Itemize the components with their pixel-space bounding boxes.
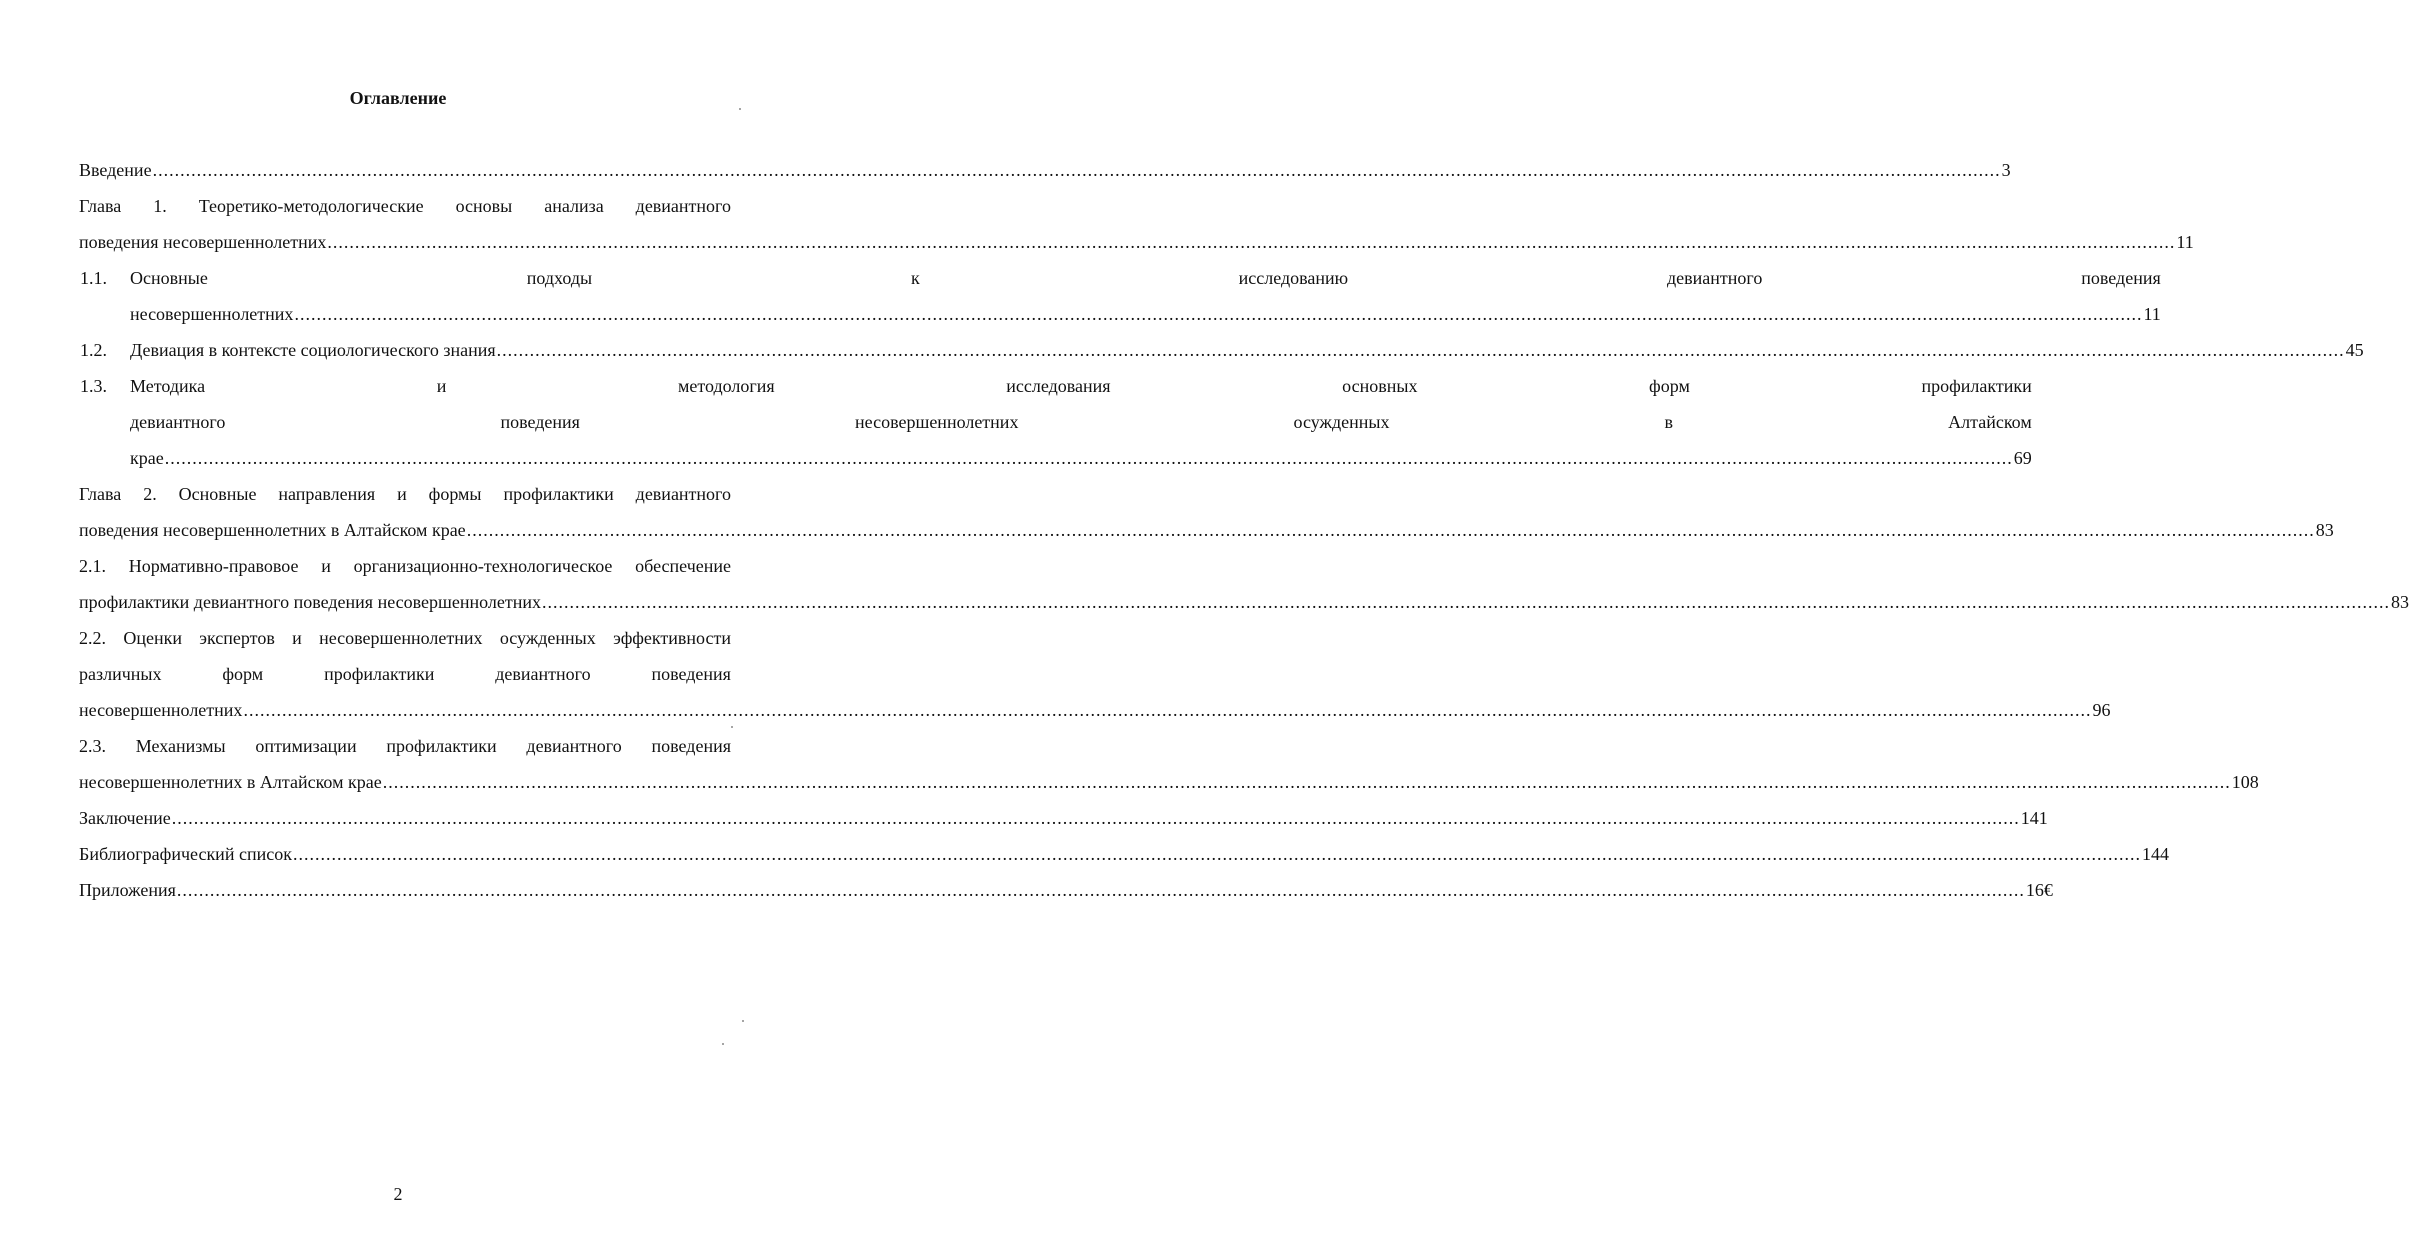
toc-page-number: 69 xyxy=(2013,448,2032,468)
dot-leader xyxy=(294,296,2142,332)
section-number: 1.3. xyxy=(80,376,107,396)
dot-leader xyxy=(243,692,2091,728)
toc-entry-chapter-2[interactable] xyxy=(79,476,2334,548)
toc-word: Механизмы xyxy=(135,736,226,756)
toc-word: оптимизации xyxy=(255,736,357,756)
toc-entry-label: несовершеннолетних в Алтайском крае xyxy=(79,772,382,792)
toc-word: профилактики xyxy=(324,664,435,684)
toc-word: 1. xyxy=(153,196,167,216)
toc-word: поведения xyxy=(651,664,731,684)
toc-word: профилактики xyxy=(386,736,497,756)
toc-entry-label: Введение xyxy=(79,160,152,180)
toc-entry-bibliography[interactable] xyxy=(79,836,2169,872)
toc-entry-section-1-2[interactable] xyxy=(80,332,2364,368)
toc-page-number: 96 xyxy=(2092,700,2111,720)
toc-word: к xyxy=(910,268,920,288)
toc-entry-section-2-3[interactable] xyxy=(79,728,2259,800)
toc-entry-chapter-1[interactable] xyxy=(79,188,2194,260)
scan-speck xyxy=(731,726,733,728)
toc-entry-label: Девиация в контексте социологического знания xyxy=(130,340,496,360)
toc-entry-label: крае xyxy=(130,448,164,468)
page-number: 2 xyxy=(393,1184,403,1204)
toc-page-number: 16€ xyxy=(2025,880,2053,900)
dot-leader xyxy=(327,224,2175,260)
toc-entry-label: несовершеннолетних xyxy=(130,304,294,324)
toc-entry-section-2-1[interactable] xyxy=(79,548,2409,620)
dot-leader xyxy=(177,872,2025,908)
toc-word: исследованию xyxy=(1238,268,1349,288)
toc-entry-label: поведения несовершеннолетних xyxy=(79,232,327,252)
toc-entry-label: Библиографический список xyxy=(79,844,292,864)
dot-leader xyxy=(497,332,2345,368)
dot-leader xyxy=(153,152,2001,188)
toc-entry-section-1-1[interactable] xyxy=(80,260,2161,332)
toc-page-number: 141 xyxy=(2020,808,2048,828)
dot-leader xyxy=(165,440,2013,476)
toc-word: девиантного xyxy=(495,664,591,684)
dot-leader xyxy=(542,584,2390,620)
toc-entry-label: 2.2. Оценки экспертов и несовершеннолетних осужденных эффективности xyxy=(79,628,731,648)
toc-entry-label: 2.1. Нормативно-правовое и организационно-технологическое обеспечение xyxy=(79,556,731,576)
toc-entry-section-2-2[interactable] xyxy=(79,620,2111,728)
toc-word: девиантного xyxy=(526,736,622,756)
toc-word: Основные xyxy=(130,268,208,288)
toc-entry-conclusion[interactable] xyxy=(79,800,2048,836)
scan-speck xyxy=(739,108,741,110)
toc-entry-label: девиантного поведения несовершеннолетних осужденных в Алтайском xyxy=(130,412,2032,432)
toc-word: форм xyxy=(222,664,264,684)
toc-page-number: 45 xyxy=(2345,340,2364,360)
toc-word: Глава xyxy=(79,196,122,216)
toc-page-number: 11 xyxy=(2143,304,2161,324)
toc-entry-label: несовершеннолетних xyxy=(79,700,243,720)
toc-entry-label: профилактики девиантного поведения несовершеннолетних xyxy=(79,592,542,612)
scan-speck xyxy=(742,1020,744,1022)
toc-page-number: 108 xyxy=(2231,772,2259,792)
toc-word: анализа xyxy=(544,196,604,216)
section-number: 1.1. xyxy=(80,268,107,288)
toc-word: основы xyxy=(455,196,513,216)
scan-speck xyxy=(722,1043,724,1045)
toc-word: различных xyxy=(79,664,162,684)
toc-entry-label: Глава 2. Основные направления и формы профилактики девиантного xyxy=(79,484,731,504)
toc-word: поведения xyxy=(2081,268,2161,288)
toc-page-number: 3 xyxy=(2001,160,2011,180)
dot-leader xyxy=(383,764,2231,800)
toc-entry-label: Методика и методология исследования основных форм профилактики xyxy=(130,376,2032,396)
page-title: Оглавление xyxy=(349,88,447,108)
section-number: 1.2. xyxy=(80,340,107,360)
toc-word: поведения xyxy=(651,736,731,756)
toc-page-number: 11 xyxy=(2176,232,2194,252)
toc-word: девиантного xyxy=(1667,268,1763,288)
toc-word: девиантного xyxy=(635,196,731,216)
toc-word: Теоретико-методологические xyxy=(198,196,424,216)
toc-word: 2.3. xyxy=(79,736,106,756)
toc-word: подходы xyxy=(526,268,593,288)
toc-entry-intro[interactable] xyxy=(79,152,2011,188)
dot-leader xyxy=(467,512,2315,548)
toc-entry-label: поведения несовершеннолетних в Алтайском крае xyxy=(79,520,466,540)
toc-entry-appendix[interactable] xyxy=(79,872,2053,908)
dot-leader xyxy=(172,800,2020,836)
toc-entry-label: Приложения xyxy=(79,880,176,900)
toc-entry-section-1-3[interactable] xyxy=(80,368,2032,476)
dot-leader xyxy=(293,836,2141,872)
toc-page-number: 83 xyxy=(2315,520,2334,540)
toc-entry-label: Заключение xyxy=(79,808,171,828)
toc-page-number: 83 xyxy=(2391,592,2409,612)
toc-page-number: 144 xyxy=(2141,844,2169,864)
